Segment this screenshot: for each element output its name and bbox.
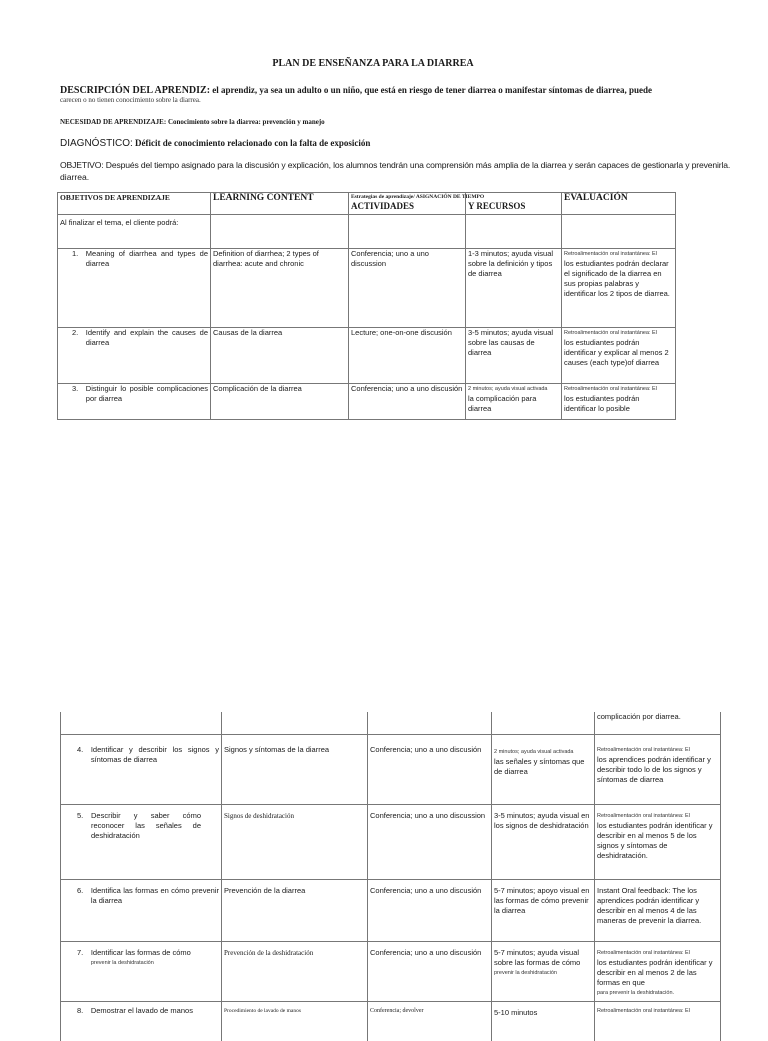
objective-cell [61, 879, 222, 941]
evaluation-text: los estudiantes podrán declarar el significado de la diarrea en sus propias palabras y identificar los 2 tipos de diarrea. [564, 259, 670, 298]
page-title: PLAN DE ENSEÑANZA PARA LA DIARREA [272, 58, 474, 69]
teaching-plan-table-page2 [60, 712, 721, 1041]
time-cell [492, 941, 595, 1001]
learning-need [60, 118, 325, 126]
evaluation-small: Retroalimentación oral instantánea: El [564, 251, 657, 257]
time-cell: 5-10 minutos [492, 1001, 595, 1041]
header-strategies: Estrategias de aprendizaje/ ASIGNACIÓN DE TIEMPO [351, 194, 485, 200]
diagnosis-label: DIAGNÓSTICO: [60, 138, 133, 149]
evaluation-small: Retroalimentación oral instantánea: El [597, 812, 690, 819]
evaluation-cell [595, 1001, 721, 1041]
content-cell: Procedimiento de lavado de manos [222, 1001, 368, 1041]
header-learning-content: LEARNING CONTENT [211, 193, 349, 215]
objective-cell [61, 941, 222, 1001]
evaluation-small: Retroalimentación oral instantánea: El [597, 1007, 690, 1014]
table-row [61, 734, 721, 804]
objective-continuation: diarrea. [60, 172, 90, 182]
evaluation-text: los estudiantes podrán identificar lo posible [564, 394, 640, 413]
table-row [58, 215, 676, 249]
learner-label: DESCRIPCIÓN DEL APRENDIZ: [60, 85, 211, 96]
objective-cell [58, 328, 211, 384]
content-cell: Causas de la diarrea [211, 328, 349, 384]
need-text: Conocimiento sobre la diarrea: prevención y manejo [166, 118, 325, 126]
objective-number: 8. [77, 1005, 84, 1015]
header-activities-label: ACTIVIDADES [351, 201, 415, 211]
activity-cell: Conferencia; uno a uno discussion [368, 804, 492, 879]
objective-label: OBJETIVO: [60, 160, 104, 170]
content-cell: Prevención de la diarrea [222, 879, 368, 941]
objective-text: Demostrar el lavado de manos [90, 1005, 193, 1015]
evaluation-small: Retroalimentación oral instantánea: El [564, 330, 657, 336]
time-small: 2 minutos; ayuda visual activada [494, 748, 574, 755]
objective-cell [61, 1001, 222, 1041]
header-objectives: OBJETIVOS DE APRENDIZAJE [58, 193, 211, 215]
objective-number: 7. [77, 947, 84, 957]
evaluation-cell [562, 328, 676, 384]
objective-cell [61, 734, 222, 804]
table-row [58, 328, 676, 384]
table-row [61, 879, 721, 941]
objective-small: prevenir la deshidratación [90, 959, 154, 966]
objective-text: Identify and explain the causes de diarrea [85, 328, 208, 347]
objective-text: Describir y saber cómo reconocer las señales de deshidratación [91, 810, 201, 840]
objective-number: 2. [72, 328, 79, 337]
time-cell: 3-5 minutos; ayuda visual sobre las causas de diarrea [466, 328, 562, 384]
learner-continuation: carecen o no tienen conocimiento sobre la diarrea. [60, 96, 201, 104]
evaluation-small-2: para prevenir la deshidratación. [597, 989, 675, 996]
evaluation-text: los estudiantes podrán identificar y describir en al menos 2 de las formas en que [597, 957, 713, 987]
evaluation-cell [595, 941, 721, 1001]
objective-text: Meaning of diarrhea and types de diarrea [85, 249, 208, 268]
activity-cell: Conferencia; uno a uno discussion [349, 249, 466, 328]
content-cell: Signos de deshidratación [222, 804, 368, 879]
content-cell: Complicación de la diarrea [211, 384, 349, 420]
objective-number: 3. [72, 384, 79, 393]
evaluation-small: Retroalimentación oral instantánea: El [564, 386, 657, 392]
learner-text: el aprendiz, ya sea un adulto o un niño, que está en riesgo de tener diarrea o manifestar síntomas de diarrea, puede [210, 85, 652, 95]
need-label: NECESIDAD DE APRENDIZAJE: [60, 118, 167, 126]
objective-text: Después del tiempo asignado para la discusión y explicación, los alumnos tendrán una comprensión más amplia de la diarrea y serán capaces de gestionarla y prevenirla. [103, 160, 731, 170]
time-cell [466, 384, 562, 420]
header-evaluation: EVALUACIÓN [562, 193, 676, 215]
table-row [58, 384, 676, 420]
table-row [61, 1001, 721, 1041]
objective-number: 4. [77, 744, 84, 754]
content-cell: Signos y síntomas de la diarrea [222, 734, 368, 804]
table-row [61, 941, 721, 1001]
evaluation-cell: Instant Oral feedback: The los aprendices podrán identificar y describir en al menos 4 de las maneras de prevenir la diarrea. [595, 879, 721, 941]
continued-evaluation: complicación por diarrea. [595, 712, 721, 734]
table-row [58, 249, 676, 328]
objective [60, 160, 730, 170]
objective-cell [58, 249, 211, 328]
content-cell: Prevención de la deshidratación [222, 941, 368, 1001]
evaluation-text: los estudiantes podrán identificar y describir en al menos 5 de los signos y síntomas de deshidratación. [597, 820, 713, 860]
evaluation-small: Retroalimentación oral instantánea: El [597, 746, 690, 753]
evaluation-cell [595, 804, 721, 879]
evaluation-cell [562, 384, 676, 420]
objective-text: Distinguir lo posible complicaciones por diarrea [85, 384, 208, 403]
time-text: 5-7 minutos; ayuda visual sobre las formas de cómo [494, 947, 581, 967]
evaluation-text: los estudiantes podrán identificar y explicar al menos 2 causes (each type)of diarrea [564, 338, 669, 367]
table-header-row [58, 193, 676, 215]
time-cell: 3-5 minutos; ayuda visual en los signos de deshidratación [492, 804, 595, 879]
objective-number: 6. [77, 885, 84, 895]
evaluation-small: Retroalimentación oral instantánea: El [597, 949, 690, 956]
content-cell: Definition of diarrhea; 2 types of diarrhea: acute and chronic [211, 249, 349, 328]
header-activities [349, 193, 485, 215]
evaluation-cell [595, 734, 721, 804]
objective-number: 5. [77, 810, 84, 820]
activity-cell: Conferencia; uno a uno discusión [349, 384, 466, 420]
teaching-plan-table-page1 [57, 192, 676, 420]
header-resources-label: Y RECURSOS [468, 201, 526, 211]
diagnosis [60, 138, 370, 149]
intro-text: Al finalizar el tema, el cliente podrá: [58, 215, 211, 249]
objective-text: Identificar y describir los signos y síntomas de diarrea [90, 744, 219, 764]
evaluation-cell [562, 249, 676, 328]
time-cell: 5-7 minutos; apoyo visual en las formas de cómo prevenir la diarrea [492, 879, 595, 941]
learner-description [60, 85, 652, 96]
table-row [61, 712, 721, 734]
activity-cell: Lecture; one-on-one discusión [349, 328, 466, 384]
time-text: las señales y síntomas que de diarrea [494, 756, 585, 776]
time-small: prevenir la deshidratación [494, 969, 557, 976]
time-cell [492, 734, 595, 804]
objective-cell [61, 804, 222, 879]
time-text: la complicación para diarrea [468, 394, 537, 413]
objective-text: Identifica las formas en cómo prevenir la diarrea [90, 885, 219, 905]
evaluation-text: los aprendices podrán identificar y describir todo lo de los signos y síntomas de diarrea [597, 754, 711, 784]
objective-text: Identificar las formas de cómo [90, 947, 191, 957]
activity-cell: Conferencia; uno a uno discusión [368, 879, 492, 941]
activity-cell: Conferencia; devolver [368, 1001, 492, 1041]
time-small: 2 minutos; ayuda visual activada [468, 386, 548, 392]
objective-number: 1. [72, 249, 79, 258]
activity-cell: Conferencia; uno a uno discusión [368, 941, 492, 1001]
table-row [61, 804, 721, 879]
diagnosis-text: Déficit de conocimiento relacionado con la falta de exposición [132, 138, 371, 148]
objective-cell [58, 384, 211, 420]
activity-cell: Conferencia; uno a uno discusión [368, 734, 492, 804]
time-cell: 1-3 minutos; ayuda visual sobre la definición y tipos de diarrea [466, 249, 562, 328]
